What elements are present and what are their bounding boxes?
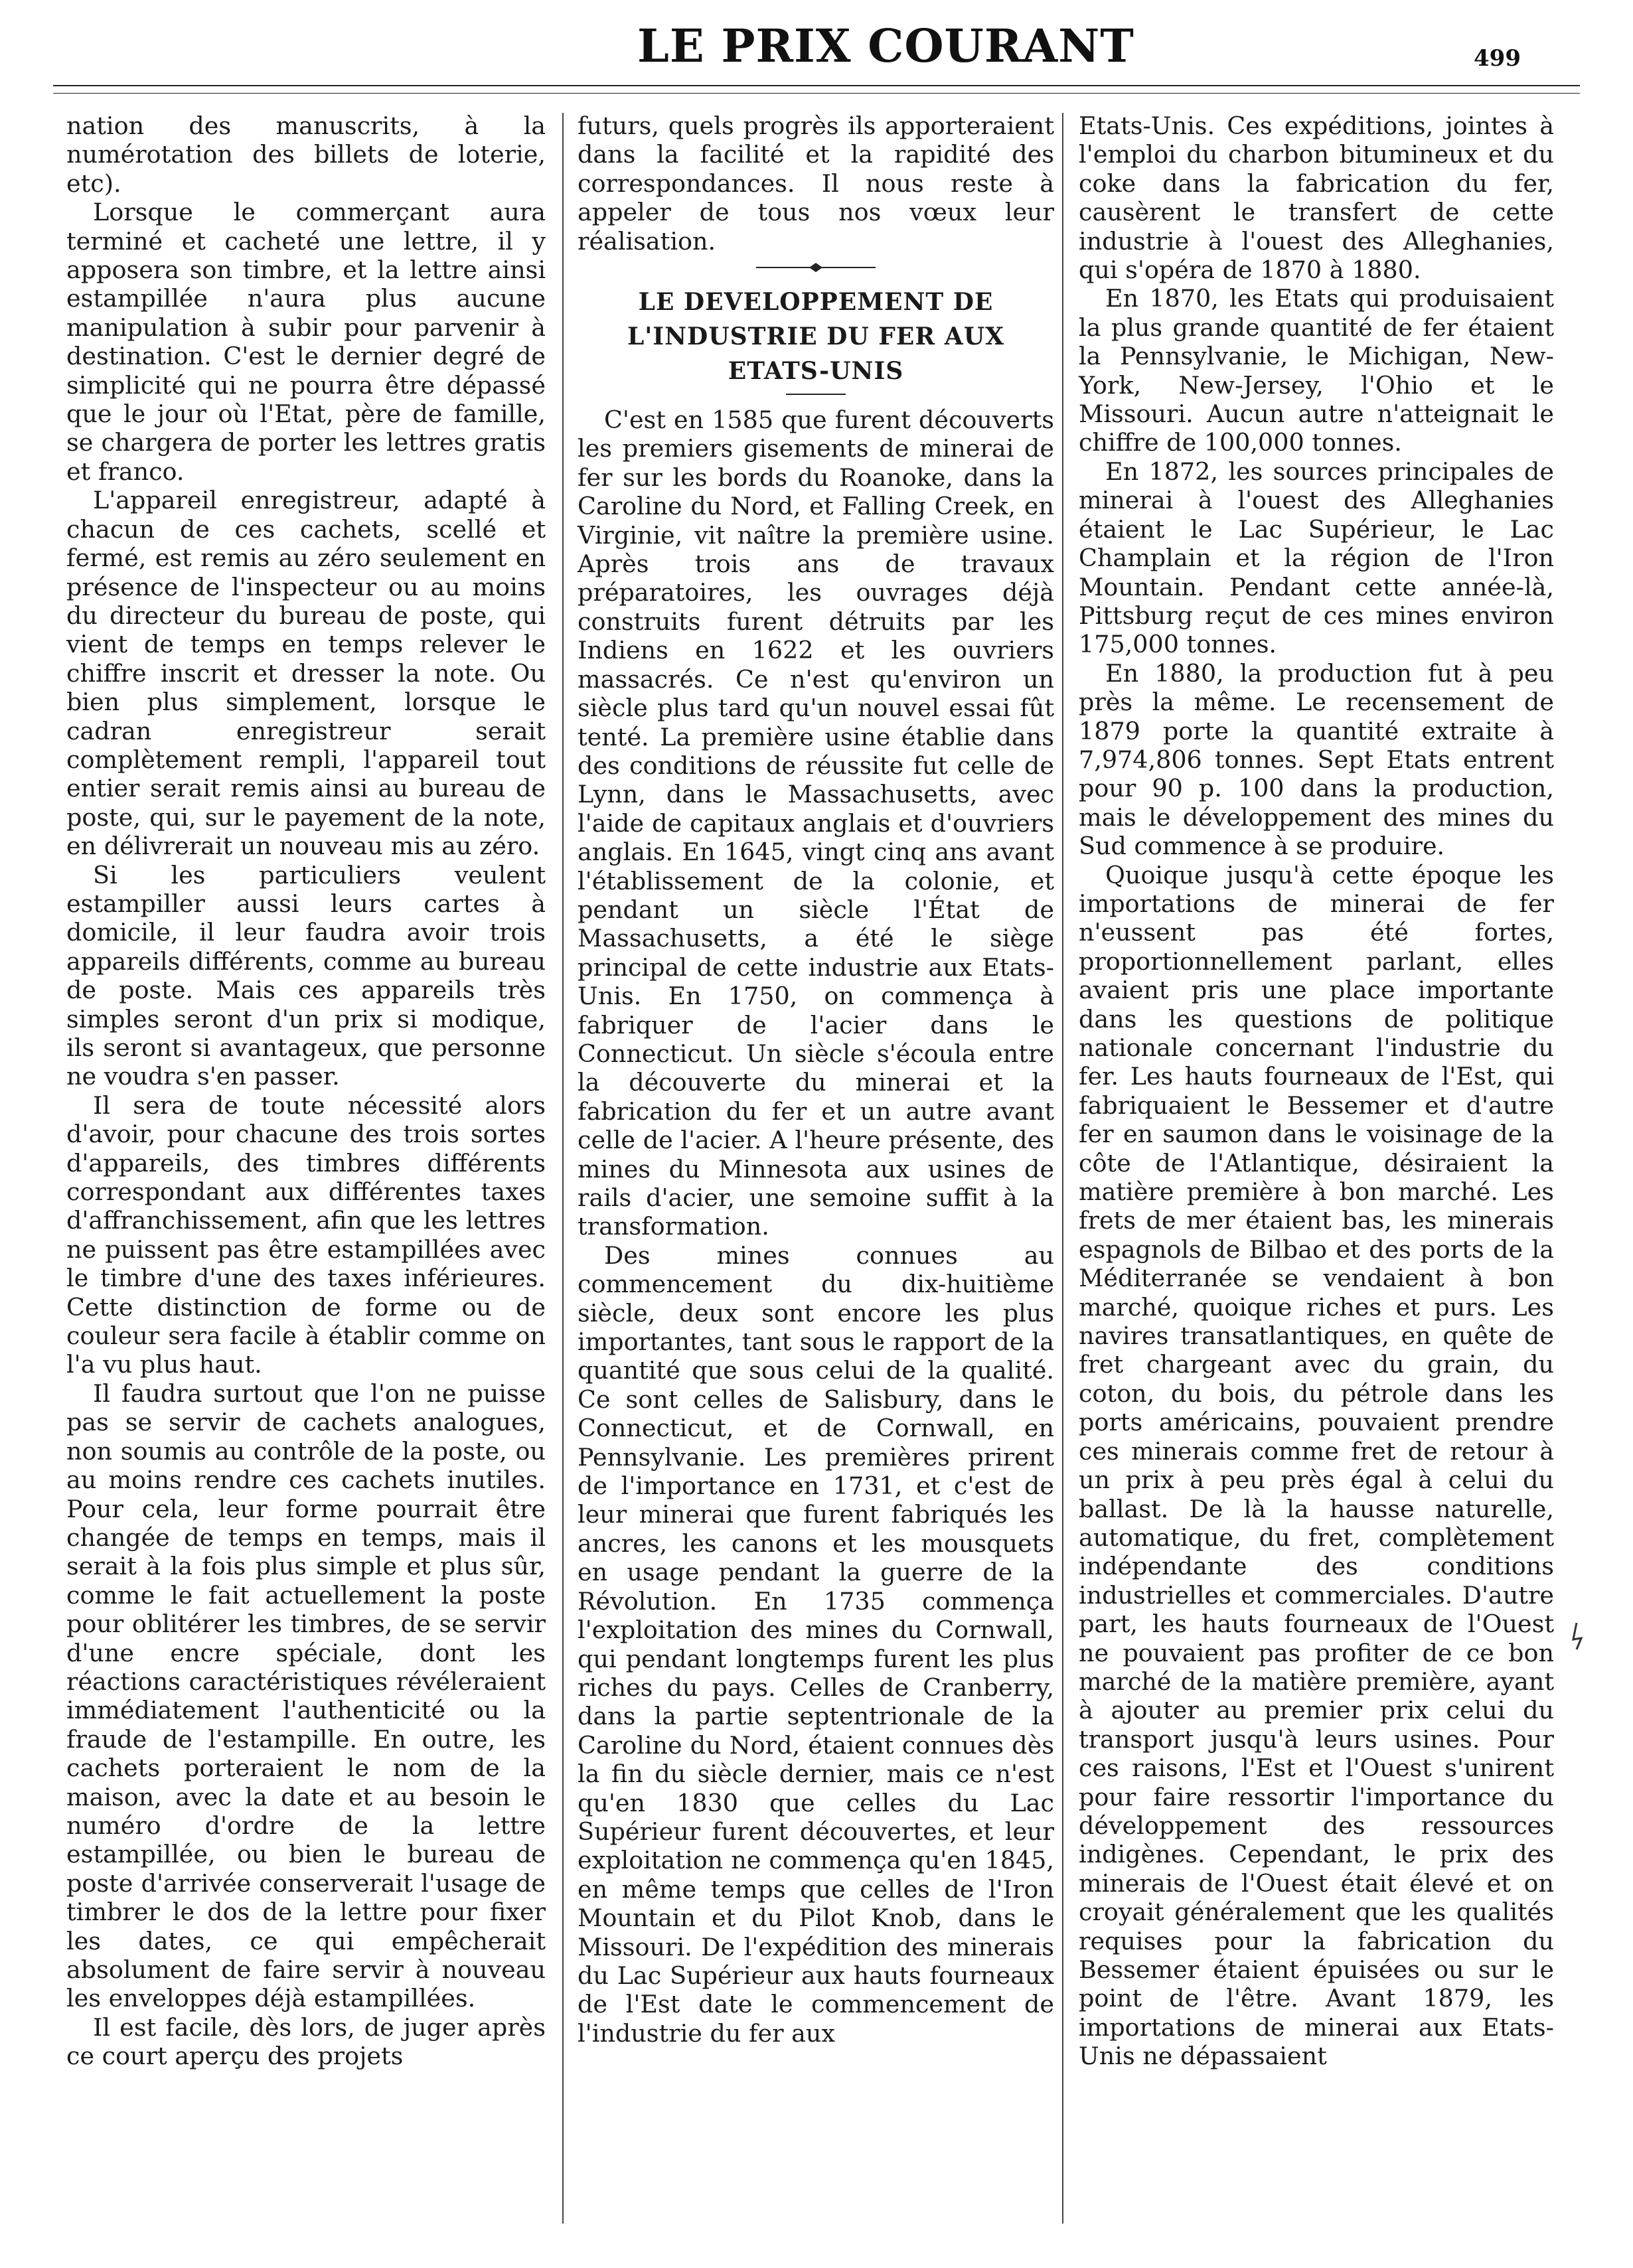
column-1	[66, 112, 546, 2071]
col1-paragraph: Si les particuliers veulent estampiller aussi leurs cartes à domicile, il leur faudra avoir trois appareils différents, comme au bureau de poste. Mais ces appareils très simples seront d'un prix si modique, ils seront si avantageux, que personne ne voudra s'en passer.	[66, 860, 546, 1091]
column-separator-2	[1062, 113, 1063, 2224]
margin-annotation-mark	[1567, 1620, 1587, 1659]
col1-paragraph: Il sera de toute nécessité alors d'avoir, pour chacune des trois sortes d'appareils, des timbres différents correspondant aux différentes taxes d'affranchissement, afin que les lettres ne puissent pas être estampillées avec le timbre d'une des taxes inférieures. Cette distinction de forme ou de couleur sera facile à établir comme on l'a vu plus haut.	[66, 1091, 546, 1379]
column-3	[1079, 112, 1554, 2071]
col1-paragraph: Il est facile, dès lors, de juger après ce court aperçu des projets	[66, 2012, 546, 2071]
title-rule	[786, 394, 846, 395]
col1-paragraph: nation des manuscrits, à la numérotation des billets de loterie, etc).	[66, 112, 546, 198]
col3-paragraph: En 1870, les Etats qui produisaient la plus grande quantité de fer étaient la Pennsylvanie, le Michigan, New-York, New-Jersey, l'Ohio et le Missouri. Aucun autre n'atteignait le chiffre de 100,000 tonnes.	[1079, 284, 1554, 457]
col2-paragraph-continued: futurs, quels progrès ils apporteraient dans la facilité et la rapidité des correspondances. Il nous reste à appeler de tous nos vœux leur réalisation.	[578, 112, 1054, 256]
ornament-divider-icon	[756, 261, 876, 274]
col1-paragraph: Lorsque le commerçant aura terminé et cacheté une lettre, il y apposera son timbre, et la lettre ainsi estampillée n'aura plus aucune manipulation à subir pour parvenir à destination. C'est le dernier degré de simplicité qui ne pourra être dépassé que le jour où l'Etat, père de famille, se chargera de porter les lettres gratis et franco.	[66, 198, 546, 486]
page-number: 499	[1474, 45, 1521, 72]
page-header	[0, 0, 1633, 113]
col3-paragraph: En 1872, les sources principales de minerai à l'ouest des Alleghanies étaient le Lac Supérieur, le Lac Champlain et la région de l'Iron Mountain. Pendant cette année-là, Pittsburg reçut de ces mines environ 175,000 tonnes.	[1079, 457, 1554, 659]
journal-masthead: LE PRIX COURANT	[637, 20, 1134, 73]
ornament-divider	[578, 256, 1054, 285]
col3-paragraph: Quoique jusqu'à cette époque les importations de minerai de fer n'eussent pas été fortes, proportionnellement parlant, elles avaient pris une place importante dans les questions de politique nationale concernant l'industrie du fer. Les hauts fourneaux de l'Est, qui fabriquaient le Bessemer et d'autre fer en saumon dans le voisinage de la côte de l'Atlantique, désiraient la matière première à bon marché. Les frets de mer étaient bas, les minerais espagnols de Bilbao et des ports de la Méditerranée se vendaient à bon marché, quoique riches et purs. Les navires transatlantiques, en quête de fret chargeant avec du grain, du coton, du bois, du pétrole dans les ports américains, pouvaient prendre ces minerais comme fret de retour à un prix à peu près égal à celui du ballast. De là la hausse naturelle, automatique, du fret, complètement indépendante des conditions industrielles et commerciales. D'autre part, les hauts fourneaux de l'Ouest ne pouvaient pas profiter de ce bon marché de la matière première, ayant à ajouter au premier prix celui du transport jusqu'à leurs usines. Pour ces raisons, l'Est et l'Ouest s'unirent pour faire ressortir l'importance du développement des ressources indigènes. Cependant, le prix des minerais de l'Ouest était élevé et on croyait généralement que les qualités requises pour la fabrication du Bessemer étaient épuisées ou sur le point de l'être. Avant 1879, les importations de minerai aux Etats-Unis ne dépassaient	[1079, 860, 1554, 2071]
col1-paragraph: L'appareil enregistreur, adapté à chacun de ces cachets, scellé et fermé, est remis au zéro seulement en présence de l'inspecteur ou au moins du directeur du bureau de poste, qui vient de temps en temps relever le chiffre inscrit et dresser la note. Ou bien plus simplement, lorsque le cadran enregistreur serait complètement rempli, l'appareil tout entier serait remis ainsi au bureau de poste, qui, sur le payement de la note, en délivrerait un nouveau mis au zéro.	[66, 486, 546, 861]
column-2	[578, 112, 1054, 2048]
col1-paragraph: Il faudra surtout que l'on ne puisse pas se servir de cachets analogues, non soumis au contrôle de la poste, ou au moins rendre ces cachets inutiles. Pour cela, leur forme pourrait être changée de temps en temps, mais il serait à la fois plus simple et plus sûr, comme le fait actuellement la poste pour oblitérer les timbres, de se servir d'une encre spéciale, dont les réactions caractéristiques révéleraient immédiatement l'authenticité ou la fraude de l'estampille. En outre, les cachets porteraient le nom de la maison, avec la date et au besoin le numéro d'ordre de la lettre estampillée, ou bien le bureau de poste d'arrivée conserverait l'usage de timbrer le dos de la lettre pour fixer les dates, ce qui empêcherait absolument de faire servir à nouveau les enveloppes déjà estampillées.	[66, 1379, 546, 2013]
header-rule-top	[53, 85, 1580, 86]
col2-paragraph: Des mines connues au commencement du dix-huitième siècle, deux sont encore les plus importantes, tant sous le rapport de la quantité que sous celui de la qualité. Ce sont celles de Salisbury, dans le Connecticut, et de Cornwall, en Pennsylvanie. Les premières prirent de l'importance en 1731, et c'est de leur minerai que furent fabriqués les ancres, les canons et les mousquets en usage pendant la guerre de la Révolution. En 1735 commença l'exploitation des mines du Cornwall, qui pendant longtemps furent les plus riches du pays. Celles de Cranberry, dans la partie septentrionale de la Caroline du Nord, étaient connues dès la fin du siècle dernier, mais ce n'est qu'en 1830 que celles du Lac Supérieur furent découvertes, et leur exploitation ne commença qu'en 1845, en même temps que celles de l'Iron Mountain et du Pilot Knob, dans le Missouri. De l'expédition des minerais du Lac Supérieur aux hauts fourneaux de l'Est date le commencement de l'industrie du fer aux	[578, 1241, 1054, 2048]
col2-paragraph: C'est en 1585 que furent découverts les premiers gisements de minerai de fer sur les bords du Roanoke, dans la Caroline du Nord, et Falling Creek, en Virginie, vit naître la première usine. Après trois ans de travaux préparatoires, les ouvrages déjà construits furent détruits par les Indiens en 1622 et les ouvriers massacrés. Ce n'est qu'environ un siècle plus tard qu'un nouvel essai fût tenté. La première usine établie dans des conditions de réussite fut celle de Lynn, dans le Massachusetts, avec l'aide de capitaux anglais et d'ouvriers anglais. En 1645, vingt cinq ans avant l'établissement de la colonie, et pendant un siècle l'État de Massachusetts, a été le siège principal de cette industrie aux Etats-Unis. En 1750, on commença à fabriquer de l'acier dans le Connecticut. Un siècle s'écoula entre la découverte du minerai et la fabrication du fer et un autre avant celle de l'acier. A l'heure présente, des mines du Minnesota aux usines de rails d'acier, une semoine suffit à la transformation.	[578, 406, 1054, 1241]
header-rule-bottom	[53, 93, 1580, 94]
article-title: LE DEVELOPPEMENT DE L'INDUSTRIE DU FER AUX ETATS-UNIS	[627, 288, 1005, 386]
col3-paragraph: Etats-Unis. Ces expéditions, jointes à l'emploi du charbon bitumineux et du coke dans la fabrication du fer, causèrent le transfert de cette industrie à l'ouest des Alleghanies, qui s'opéra de 1870 à 1880.	[1079, 112, 1554, 285]
handwritten-mark-icon	[1567, 1620, 1587, 1653]
column-separator-1	[562, 113, 564, 2224]
col3-paragraph: En 1880, la production fut à peu près la même. Le recensement de 1879 porte la quantité extraite à 7,974,806 tonnes. Sept Etats entrent pour 90 p. 100 dans la production, mais le développement des mines du Sud commence à se produire.	[1079, 658, 1554, 861]
